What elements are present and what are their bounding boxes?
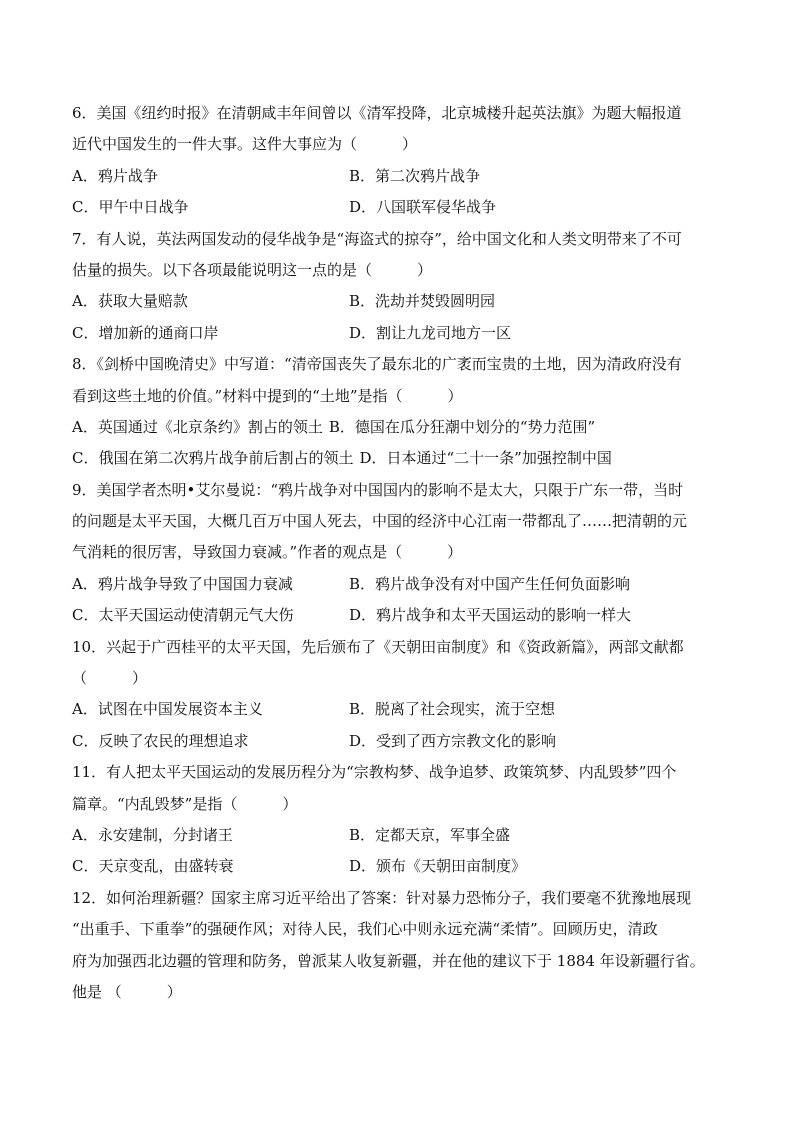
option-row <box>72 851 732 882</box>
option-a: A．永安建制，分封诸王 <box>72 825 233 844</box>
option-d: D．颁布《天朝田亩制度》 <box>349 857 527 876</box>
option-row <box>72 726 732 757</box>
question-stem-line: 他是 （ ） <box>72 982 182 1001</box>
option-a: A．试图在中国发展资本主义 <box>72 700 263 719</box>
option-c: C．俄国在第二次鸦片战争前后割占的领土 <box>72 449 354 468</box>
option-row <box>72 443 732 474</box>
option-row <box>72 318 732 349</box>
question-stem-line: （ ） <box>72 669 148 688</box>
option-d: D．八国联军侵华战争 <box>349 198 497 217</box>
question-stem-line: 8．《剑桥中国晚清史》中写道：“清帝国丧失了最东北的广袤而宝贵的土地，因为清政府没有 <box>72 355 682 374</box>
question-10 <box>72 632 732 758</box>
question-8 <box>72 349 732 475</box>
option-d: D．鸦片战争和太平天国运动的影响一样大 <box>349 606 632 625</box>
option-b: B．洗劫并焚毁圆明园 <box>349 292 496 311</box>
question-stem-line: 近代中国发生的一件大事。这件大事应为（ ） <box>72 135 418 154</box>
option-d: D．日本通过“二十一条”加强控制中国 <box>359 449 612 468</box>
option-c: C．天京变乱，由盛转衰 <box>72 857 234 876</box>
question-stem-line: 10．兴起于广西桂平的太平天国，先后颁布了《天朝田亩制度》和《资政新篇》，两部文献都 <box>72 637 684 656</box>
question-stem-line: 看到这些土地的价值。”材料中提到的“土地”是指（ ） <box>72 386 463 405</box>
option-row <box>72 600 732 631</box>
option-row <box>72 286 732 317</box>
question-6 <box>72 98 732 224</box>
question-stem-line: “出重手、下重拳”的强硬作风；对待人民，我们心中则永远充满“柔情”。回顾历史，清政 <box>72 920 658 939</box>
question-stem-line: 估量的损失。以下各项最能说明这一点的是（ ） <box>72 260 433 279</box>
option-b: B．德国在瓜分狂潮中划分的“势力范围” <box>328 417 596 436</box>
question-stem-line: 气消耗的很厉害，导致国力衰减。”作者的观点是（ ） <box>72 543 463 562</box>
question-stem-line: 7．有人说，英法两国发动的侵华战争是“海盗式的掠夺”，给中国文化和人类文明带来了不可 <box>72 229 682 248</box>
question-stem-line: 的问题是太平天国，大概几百万中国人死去，中国的经济中心江南一带都乱了……把清朝的元 <box>72 512 688 531</box>
question-stem-line: 9．美国学者杰明•艾尔曼说：“鸦片战争对中国国内的影响不是太大，只限于广东一带，当时 <box>72 480 684 499</box>
option-c: C．反映了农民的理想追求 <box>72 731 249 750</box>
question-12 <box>72 883 732 1009</box>
option-b: B．定都天京，军事全盛 <box>349 825 511 844</box>
option-d: D．受到了西方宗教文化的影响 <box>349 731 557 750</box>
option-row <box>72 569 732 600</box>
option-row <box>72 820 732 851</box>
question-9 <box>72 475 732 632</box>
question-11 <box>72 757 732 883</box>
option-row <box>72 412 732 443</box>
option-row <box>72 694 732 725</box>
question-stem-line: 12．如何治理新疆？国家主席习近平给出了答案：针对暴力恐怖分子，我们要毫不犹豫地展现 <box>72 888 692 907</box>
option-a: A．英国通过《北京条约》割占的领土 <box>72 417 323 436</box>
option-b: B．第二次鸦片战争 <box>349 166 481 185</box>
option-d: D．割让九龙司地方一区 <box>349 323 512 342</box>
option-a: A．获取大量赔款 <box>72 292 188 311</box>
option-c: C．增加新的通商口岸 <box>72 323 219 342</box>
question-stem-line: 篇章。“内乱毁梦”是指（ ） <box>72 794 298 813</box>
question-stem-line: 府为加强西北边疆的管理和防务，曾派某人收复新疆，并在他的建议下于 1884 年设新疆行省。 <box>72 951 705 970</box>
question-stem-line: 6．美国《纽约时报》在清朝咸丰年间曾以《清军投降，北京城楼升起英法旗》为题大幅报道 <box>72 104 682 122</box>
option-c: C．太平天国运动使清朝元气大伤 <box>72 606 294 625</box>
question-list <box>72 98 732 1008</box>
option-a: A．鸦片战争 <box>72 166 158 185</box>
option-b: B．鸦片战争没有对中国产生任何负面影响 <box>349 574 631 593</box>
option-c: C．甲午中日战争 <box>72 198 189 217</box>
option-b: B．脱离了社会现实，流于空想 <box>349 700 556 719</box>
option-row <box>72 192 732 223</box>
option-row <box>72 161 732 192</box>
option-a: A．鸦片战争导致了中国国力衰减 <box>72 574 293 593</box>
question-stem-line: 11．有人把太平天国运动的发展历程分为“宗教构梦、战争追梦、政策筑梦、内乱毁梦”四个 <box>72 763 677 782</box>
question-7 <box>72 224 732 350</box>
